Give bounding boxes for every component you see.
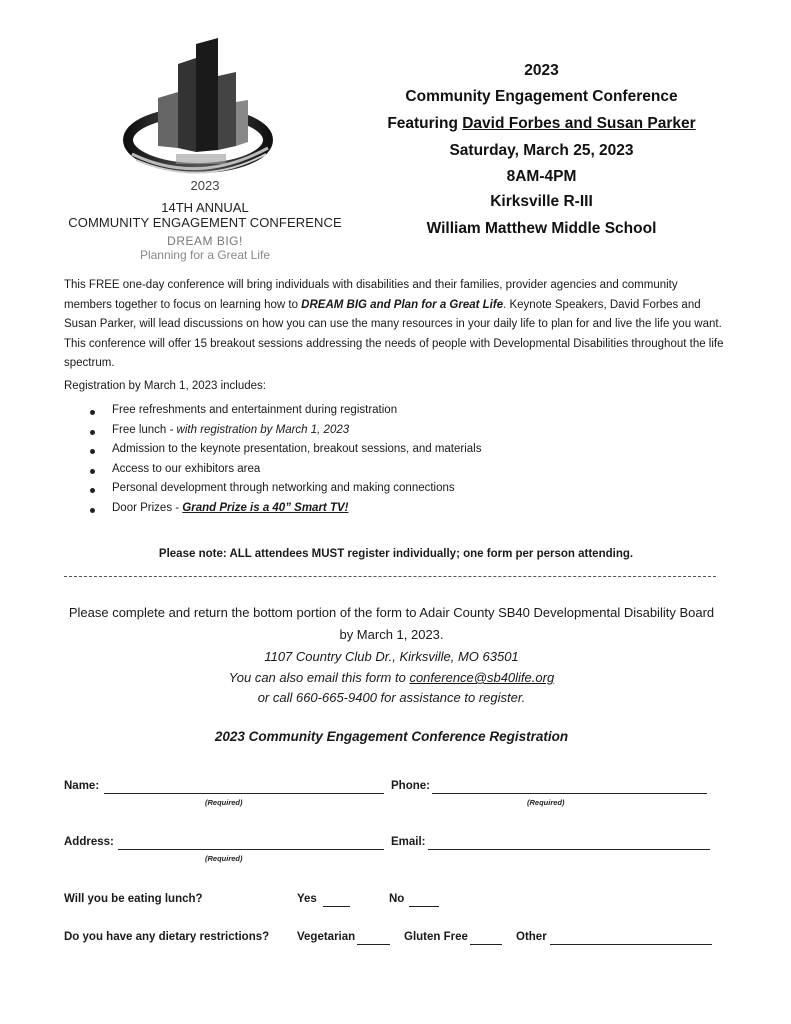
benefits-list: [90, 404, 481, 521]
gluten-free-blank[interactable]: [470, 944, 502, 945]
list-item: [90, 463, 481, 483]
header-time: 8AM-4PM: [506, 168, 577, 185]
bullet-icon: [90, 488, 95, 493]
intro-part-1: This FREE one-day conference will bring individuals with disabilities and their families, provider agencies and community members together to focus on learning how to: [64, 279, 678, 311]
lunch-no-blank[interactable]: [409, 906, 439, 907]
name-label: Name:: [64, 780, 100, 792]
email-prefix: You can also email this form to: [228, 670, 410, 685]
registration-form-title: 2023 Community Engagement Conference Registration: [214, 729, 569, 744]
cut-line-divider: [64, 576, 716, 577]
logo-year: 2023: [190, 178, 220, 193]
header-year: 2023: [524, 62, 559, 79]
intro-paragraph: [64, 276, 728, 374]
other-label: Other: [516, 931, 547, 943]
dietary-question: Do you have any dietary restrictions?: [64, 931, 270, 943]
bullet-icon: [90, 469, 95, 474]
email-field[interactable]: [428, 849, 710, 850]
phone-required-note: (Required): [527, 798, 565, 807]
logo-conference-name: COMMUNITY ENGAGEMENT CONFERENCE: [68, 215, 342, 230]
grand-prize-note: Grand Prize is a 40” Smart TV!: [182, 501, 349, 514]
header-date: Saturday, March 25, 2023: [449, 142, 634, 159]
list-item-text: Free lunch: [112, 423, 170, 436]
list-item: [90, 502, 481, 522]
list-item-note: - with registration by March 1, 2023: [169, 423, 350, 436]
list-item-text: Free refreshments and entertainment during registration: [112, 404, 398, 416]
email-instructions: [40, 670, 743, 685]
vegetarian-blank[interactable]: [357, 944, 390, 945]
logo-annual: 14TH ANNUAL: [161, 200, 249, 215]
list-item-text: Door Prizes -: [112, 501, 183, 514]
please-note: Please note: ALL attendees MUST register individually; one form per person attending.: [158, 548, 634, 560]
list-item-text: Personal development through networking and making connections: [112, 482, 455, 494]
email-link[interactable]: conference@sb40life.org: [409, 670, 555, 685]
return-deadline: by March 1, 2023.: [339, 627, 444, 642]
header-district: Kirksville R-III: [490, 193, 593, 210]
list-item-text: Admission to the keynote presentation, breakout sessions, and materials: [112, 443, 482, 455]
vegetarian-label: Vegetarian: [297, 931, 356, 943]
lunch-yes-blank[interactable]: [323, 906, 350, 907]
address-required-note: (Required): [205, 854, 243, 863]
name-required-note: (Required): [205, 798, 243, 807]
bullet-icon: [90, 410, 95, 415]
intro-part-2: . Keynote Speakers, David Forbes and Susan Parker, will lead discussions on how you can use the many resources in your daily life to plan for and live the life you want. This conference will offer 15 breakout sessions addressing the needs of people with Developmental Disabilities throughout the life spectrum.: [64, 298, 724, 369]
phone-instructions: or call 660-665-9400 for assistance to register.: [257, 690, 526, 705]
intro-emphasis: DREAM BIG and Plan for a Great Life: [301, 298, 504, 311]
header-title: Community Engagement Conference: [405, 88, 678, 105]
return-instructions: Please complete and return the bottom portion of the form to Adair County SB40 Developmental Disability Board: [68, 605, 715, 620]
featuring-prefix: Featuring: [387, 115, 463, 132]
header-featuring: [380, 115, 703, 133]
lunch-yes-label: Yes: [297, 893, 317, 905]
list-item: [90, 404, 481, 424]
phone-label: Phone:: [391, 780, 430, 792]
keynote-speakers: David Forbes and Susan Parker: [462, 115, 696, 132]
phone-field[interactable]: [432, 793, 707, 794]
gluten-free-label: Gluten Free: [404, 931, 468, 943]
list-item: [90, 443, 481, 463]
lunch-question: Will you be eating lunch?: [64, 893, 203, 905]
bullet-icon: [90, 430, 95, 435]
lunch-no-label: No: [389, 893, 405, 905]
mailing-address: 1107 Country Club Dr., Kirksville, MO 63501: [264, 649, 519, 664]
email-label: Email:: [391, 836, 426, 848]
registration-includes-heading: Registration by March 1, 2023 includes:: [64, 380, 266, 392]
header-school: William Matthew Middle School: [426, 220, 657, 237]
address-label: Address:: [64, 836, 114, 848]
logo-tagline: DREAM BIG!: [167, 234, 243, 248]
bullet-icon: [90, 508, 95, 513]
address-field[interactable]: [118, 849, 384, 850]
list-item: [90, 424, 481, 444]
name-field[interactable]: [104, 793, 384, 794]
bullet-icon: [90, 449, 95, 454]
other-dietary-field[interactable]: [550, 944, 712, 945]
building-logo-icon: [118, 36, 284, 178]
logo-subtagline: Planning for a Great Life: [139, 248, 271, 262]
conference-logo: [118, 36, 284, 178]
list-item: [90, 482, 481, 502]
list-item-text: Access to our exhibitors area: [112, 462, 261, 475]
